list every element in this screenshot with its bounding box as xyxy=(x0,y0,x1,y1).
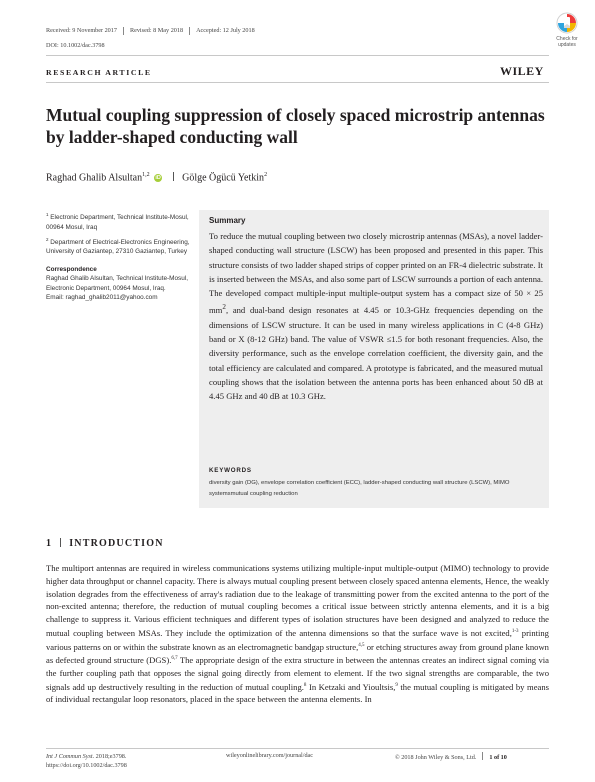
summary-superscript: 2 xyxy=(222,303,226,312)
author-2[interactable]: Gölge Ögücü Yetkin xyxy=(182,172,265,184)
citation-ref[interactable]: 4,5 xyxy=(358,642,365,648)
affiliation-1 xyxy=(46,210,194,232)
history-separator xyxy=(189,27,190,35)
crossmark-label-1: Check for xyxy=(556,36,578,42)
received-date: Received: 9 November 2017 xyxy=(46,27,117,34)
intro-text-5: In Ketzaki and Yioultsis, xyxy=(306,681,396,692)
section-label: RESEARCH ARTICLE xyxy=(46,68,152,77)
revised-date: Revised: 8 May 2018 xyxy=(129,27,184,34)
footer-divider xyxy=(46,748,549,749)
footer-separator xyxy=(482,752,483,760)
keywords-list: diversity gain (DG), envelope correlation coefficient (ECC), ladder-shaped conducting wall structure (LSCW), MIMO systemsmutual coupling reduction xyxy=(209,480,510,497)
intro-text-1: The multiport antennas are required in wireless communications systems utilizing multiple-input multiple-output (MIMO) technology to provide higher data throughput or channel capacity. There is always mutual coupling present between closely spaced antenna elements, Hence, the weakly isolation degrades from the effectiveness of array's radiation due to the leakage of transmitting power from the excited antenna to the port of the non-excited antenna; therefore, the reduction of mutual coupling becomes a critical issue between strictly antenna elements, and it is a big challenge to suppress it. Various efficient techniques and different types of isolation structures have been designed and analyzed to reduce the mutual coupling between MSAs. They include the optimization of the antenna dimensions so that the surface wave is not excited, xyxy=(46,563,549,638)
citation-ref[interactable]: 8 xyxy=(303,682,307,688)
introduction-body xyxy=(46,562,549,758)
heading-separator xyxy=(60,538,61,547)
keywords-heading: KEYWORDS xyxy=(209,467,252,474)
crossmark-icon xyxy=(556,12,578,36)
affiliation-1-text: Electronic Department, Technical Institute-Mosul, 00964 Mosul, Iraq xyxy=(46,214,189,231)
journal-name: Int J Commun Syst xyxy=(46,753,93,760)
journal-citation: . 2018;e3798. xyxy=(92,753,127,760)
introduction-paragraph xyxy=(46,562,549,706)
correspondence-heading: Correspondence xyxy=(46,265,97,273)
summary-text-part-2: , and dual-band design resonates at 4.45 or 10.3-GHz frequencies depending on the dimensions of LSCW structure. It can be used in many wireless applications in C (4-8 GHz) band or X (8-12 GHz) band. The value of VSWR ≤1.5 for both resonant frequencies. Also, the diversity performance, such as the envelope correlation coefficient, the diversity gain, and the total efficiency are calculated and compared. A prototype is fabricated, and the measured mutual coupling shows that the isolation between the antenna ports has been enhanced about 50 dB at 4.45 GHz and 40 dB at 10.3 GHz. xyxy=(209,305,543,402)
footer-citation xyxy=(46,752,127,770)
publisher-logo: WILEY xyxy=(500,64,544,78)
author-1-affiliation: 1,2 xyxy=(142,172,150,178)
doi[interactable]: DOI: 10.1002/dac.3798 xyxy=(46,42,105,49)
citation-ref[interactable]: 6,7 xyxy=(171,656,178,662)
affiliation-1-number: 1 xyxy=(46,212,49,217)
author-line xyxy=(46,172,267,183)
footer-website[interactable]: wileyonlinelibrary.com/journal/dac xyxy=(226,752,314,759)
affiliation-2-text: Department of Electrical-Electronics Engineering, University of Gaziantep, 27310 Gaziantep, Turkey xyxy=(46,239,190,256)
footer-copyright-block xyxy=(395,752,507,761)
article-history xyxy=(46,27,255,35)
intro-text-6: the mutual coupling is mitigated by means of individual rectangular loop resonators, placed in the space between the antenna elements. In xyxy=(46,681,549,705)
affiliation-2-number: 2 xyxy=(46,236,49,242)
author-1[interactable]: Raghad Ghalib Alsultan xyxy=(46,172,143,184)
page-number: 1 of 10 xyxy=(489,754,507,761)
article-title: Mutual coupling suppression of closely spaced microstrip antennas by ladder-shaped conducting wall xyxy=(46,105,545,147)
intro-text-2: printing various patterns on or within the substrate known as an electromagnetic bandgap structure, xyxy=(46,627,549,652)
accepted-date: Accepted: 12 July 2018 xyxy=(196,27,255,34)
affiliation-2 xyxy=(46,235,194,257)
citation-ref[interactable]: 9 xyxy=(395,682,398,688)
orcid-icon[interactable]: iD xyxy=(155,175,161,182)
citation-ref[interactable]: 1-3 xyxy=(511,628,519,634)
crossmark-label-2: updates xyxy=(558,42,576,48)
affiliations-sidebar xyxy=(46,210,194,303)
author-2-affiliation: 2 xyxy=(264,172,268,178)
intro-text-4: The appropriate design of the extra structure in between the antennas creates an indirect signal coming via the further coupling path that opposes the signal going directly from element to element. If the two signal strengths are comparable, the two signals add up destructively resulting in the reduction of mutual coupling. xyxy=(46,655,549,692)
correspondence-address: Raghad Ghalib Alsultan, Technical Institute-Mosul, Electronic Department, 00964 Mosul, Iraq. xyxy=(46,275,188,292)
section-divider xyxy=(46,82,549,83)
introduction-heading xyxy=(46,538,164,549)
summary-text xyxy=(209,229,543,403)
history-separator xyxy=(123,27,124,35)
copyright: © 2018 John Wiley & Sons, Ltd. xyxy=(395,754,477,761)
crossmark-badge[interactable] xyxy=(550,12,584,52)
section-title: INTRODUCTION xyxy=(69,538,164,549)
section-number: 1 xyxy=(46,538,53,549)
summary-text-part-1: To reduce the mutual coupling between two closely microstrip antennas (MSAs), a novel ladder-shaped conducting wall structure (LSCW) has been proposed and presented in this paper. This structure consists of two ladder shaped strips of copper printed on an FR-4 dielectric substrate. It is inserted between the MSAs, and also some part of LSCW surrounds a portion of each antenna. The developed compact multiple-input multiple-output system has a compact size of 50 × 25 mm xyxy=(209,231,543,316)
correspondence-email[interactable]: Email: raghad_ghalib2011@yahoo.com xyxy=(46,294,158,302)
author-separator xyxy=(173,172,174,181)
footer-doi-link[interactable]: https://doi.org/10.1002/dac.3798 xyxy=(46,762,127,769)
intro-text-3: or etching structures away from ground plane known as defected ground structure (DGS). xyxy=(46,641,549,666)
summary-box xyxy=(199,210,549,508)
summary-heading: Summary xyxy=(209,216,246,225)
header-divider xyxy=(46,55,549,56)
